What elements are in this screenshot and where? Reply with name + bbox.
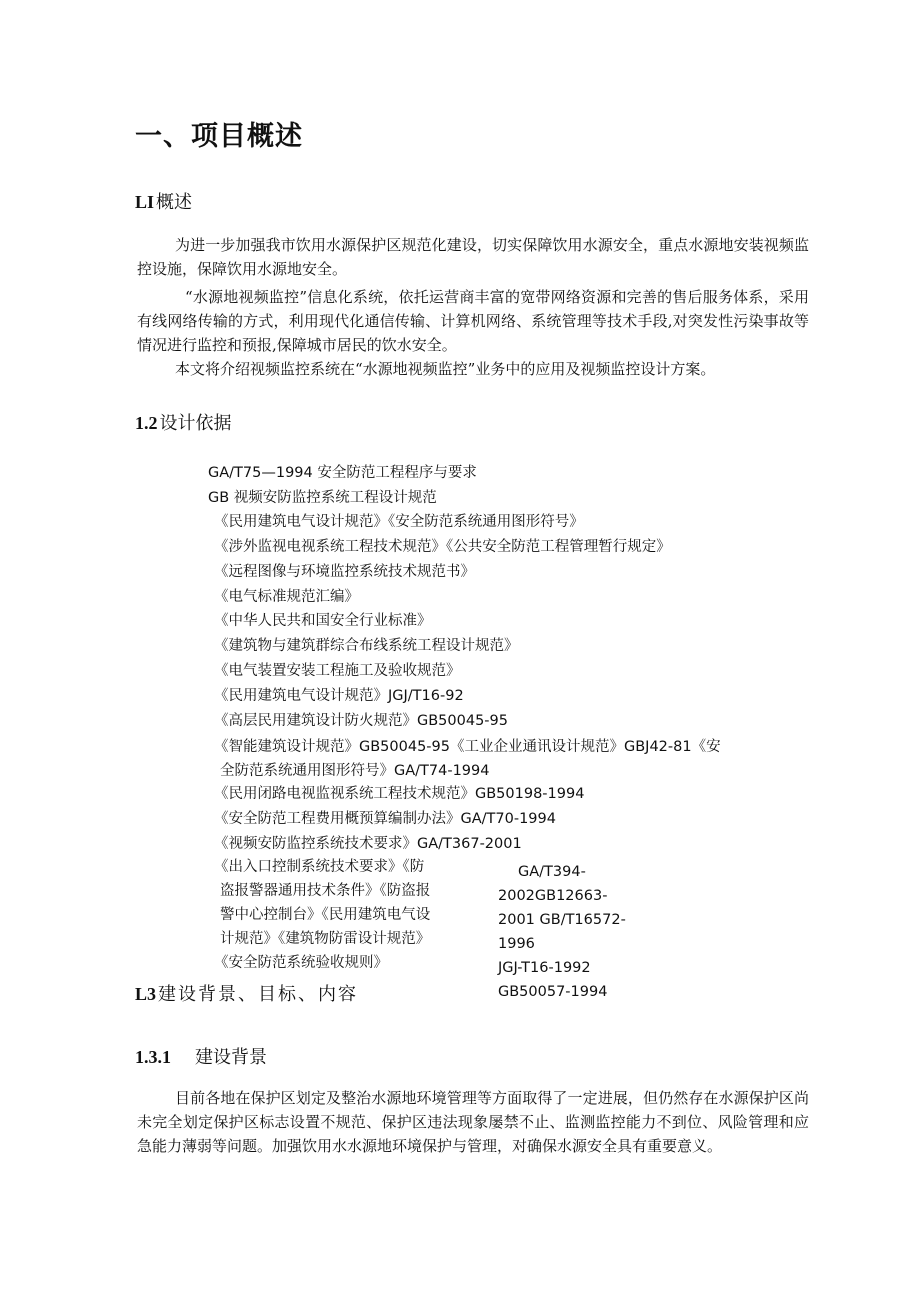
- section-1-3-1-number: 1.3.1: [135, 1047, 171, 1067]
- reference-left-line: 《安全防范系统验收规则》: [214, 955, 388, 971]
- reference-item: GA/T75—1994 安全防范工程程序与要求: [208, 465, 477, 481]
- reference-item: 《涉外监视电视系统工程技术规范》《公共安全防范工程管理暂行规定》: [214, 539, 671, 555]
- reference-item: 《视频安防监控系统技术要求》GA/T367-2001: [214, 836, 522, 852]
- reference-item: 《远程图像与环境监控系统技术规范书》: [214, 564, 475, 580]
- paragraph: “水源地视频监控”信息化系统，依托运营商丰富的宽带网络资源和完善的售后服务体系，采用有线网络传输的方式，利用现代化通信传输、计算机网络、系统管理等技术手段,对突发性污染事故等情况进行监控和预报,保障城市居民的饮水安全。: [137, 288, 809, 354]
- reference-item: 《民用建筑电气设计规范》JGJ/T16-92: [214, 688, 464, 704]
- paragraph: 本文将介绍视频监控系统在“水源地视频监控”业务中的应用及视频监控设计方案。: [175, 360, 716, 378]
- reference-right-line: 2002GB12663-: [498, 888, 608, 904]
- paragraph: 目前各地在保护区划定及整治水源地环境管理等方面取得了一定进展，但仍然存在水源保护区尚未完全划定保护区标志设置不规范、保护区违法现象屡禁不止、监测监控能力不到位、风险管理和应急能力薄弱等问题。加强饮用水水源地环境保护与管理，对确保水源安全具有重要意义。: [137, 1089, 809, 1155]
- reference-item: 《智能建筑设计规范》GB50045-95《工业企业通讯设计规范》GBJ42-81《安: [214, 739, 721, 755]
- section-1-3-title: 建设背景、目标、内容: [158, 984, 359, 1005]
- reference-item: 《安全防范工程费用概预算编制办法》GA/T70-1994: [214, 811, 556, 827]
- reference-item: 全防范系统通用图形符号》GA/T74-1994: [220, 763, 490, 779]
- reference-right-line: 2001 GB/T16572-: [498, 912, 626, 928]
- reference-right-line: GA/T394-: [518, 864, 586, 880]
- reference-left-line: 《出入口控制系统技术要求》《防: [214, 859, 425, 875]
- reference-right-line: GB50057-1994: [498, 984, 608, 1000]
- reference-item: 《民用建筑电气设计规范》《安全防范系统通用图形符号》: [214, 514, 584, 530]
- section-1-2-heading: [135, 409, 232, 435]
- section-1-title: 一、项目概述: [135, 121, 303, 152]
- reference-left-column: [214, 855, 430, 975]
- paragraph: 为进一步加强我市饮用水源保护区规范化建设，切实保障饮用水源安全，重点水源地安装视频监控设施，保障饮用水源地安全。: [137, 236, 809, 278]
- reference-right-line: JGJ-T16-1992: [498, 960, 591, 976]
- reference-left-line: 盗报警器通用技术条件》《防盗报: [220, 883, 431, 899]
- reference-right-line: 1996: [498, 936, 535, 952]
- section-1-3-heading: [135, 980, 358, 1006]
- reference-item: 《高层民用建筑设计防火规范》GB50045-95: [214, 713, 508, 729]
- section-1-3-1-title: 建设背景: [195, 1047, 267, 1068]
- section-1-3-number: L3: [135, 984, 157, 1004]
- section-1-2-title: 设计依据: [159, 413, 232, 434]
- section-1-2-number: 1.2: [135, 413, 158, 433]
- reference-item: 《建筑物与建筑群综合布线系统工程设计规范》: [214, 638, 519, 654]
- reference-left-line: 计规范》《建筑物防雷设计规范》: [220, 931, 431, 947]
- section-1-1-heading: [135, 188, 192, 214]
- reference-item: 《民用闭路电视监视系统工程技术规范》GB50198-1994: [214, 786, 585, 802]
- section-1-1-title: 概述: [156, 192, 193, 213]
- reference-item: GB 视频安防监控系统工程设计规范: [208, 490, 437, 506]
- reference-right-column: [498, 860, 626, 1004]
- reference-item: 《中华人民共和国安全行业标准》: [214, 613, 432, 629]
- reference-item: 《电气标准规范汇编》: [214, 589, 359, 605]
- section-1-3-1-heading: [135, 1043, 267, 1069]
- section-1-1-number: LI: [135, 192, 155, 212]
- reference-item: 《电气装置安装工程施工及验收规范》: [214, 663, 461, 679]
- reference-left-line: 警中心控制台》《民用建筑电气设: [220, 907, 431, 923]
